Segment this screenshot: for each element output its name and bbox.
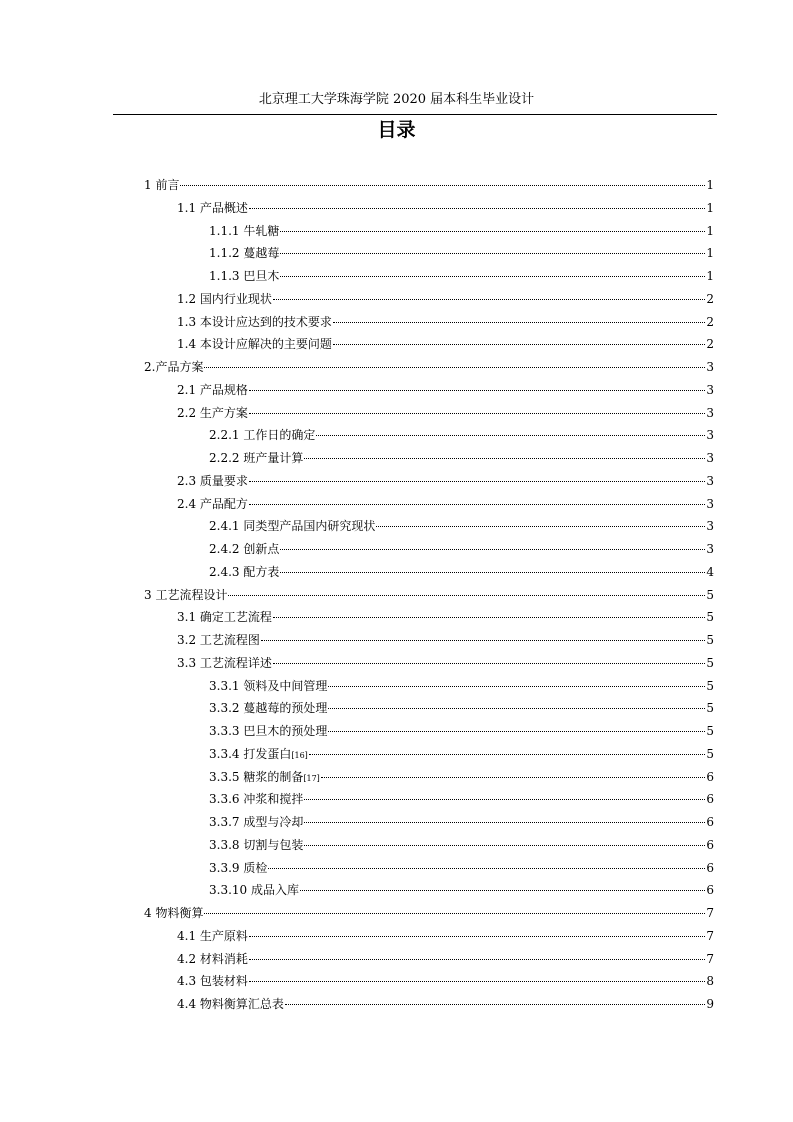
toc-entry-title: 1.1 产品概述: [177, 200, 248, 215]
toc-page-number: 1: [706, 178, 714, 192]
toc-dot-leader: [180, 185, 705, 186]
toc-entry[interactable]: [177, 197, 714, 220]
toc-page-number: 1: [706, 200, 714, 215]
toc-entry-title: 3.3.4 打发蛋白: [209, 746, 292, 761]
toc-dot-leader: [249, 981, 705, 982]
toc-dot-leader: [249, 936, 705, 937]
toc-dot-leader: [249, 413, 705, 414]
toc-entry[interactable]: [177, 652, 714, 675]
toc-page-number: 3: [706, 360, 714, 374]
toc-entry[interactable]: [209, 561, 714, 584]
toc-entry-title: 4.2 材料消耗: [177, 951, 248, 966]
toc-entry-title: 3.3.6 冲浆和搅拌: [209, 792, 304, 807]
toc-dot-leader: [280, 231, 705, 232]
toc-entry-title: 2.2.2 班产量计算: [209, 451, 304, 465]
toc-dot-leader: [316, 435, 705, 436]
toc-dot-leader: [304, 458, 705, 459]
toc-dot-leader: [249, 481, 705, 482]
toc-entry[interactable]: [209, 675, 714, 698]
toc-page-number: 9: [706, 997, 714, 1011]
toc-entry[interactable]: [144, 584, 714, 607]
toc-page-number: 3: [706, 451, 714, 465]
toc-entry[interactable]: [177, 288, 714, 311]
toc-entry-title: 4.1 生产原料: [177, 928, 248, 943]
toc-entry-title: 1.1.2 蔓越莓: [209, 246, 280, 261]
toc-page-number: 5: [706, 701, 714, 716]
toc-dot-leader: [273, 299, 705, 300]
toc-entry-title: 3.3.9 质检: [209, 860, 268, 875]
toc-entry-title: 1.3 本设计应达到的技术要求: [177, 314, 332, 329]
toc-page-number: 3: [706, 428, 714, 443]
toc-dot-leader: [261, 640, 705, 641]
toc-entry-title: 3.1 确定工艺流程: [177, 610, 272, 625]
toc-dot-leader: [309, 754, 706, 755]
toc-page-number: 2: [706, 291, 714, 306]
toc-entry-title: 4 物料衡算: [144, 906, 204, 920]
toc-entry[interactable]: [177, 993, 714, 1016]
toc-entry-title: 3.3.8 切割与包装: [209, 837, 304, 852]
toc-dot-leader: [249, 959, 705, 960]
toc-page-number: 6: [706, 815, 714, 829]
toc-entry-title: 2.4.3 配方表: [209, 564, 280, 579]
toc-entry[interactable]: [209, 447, 714, 470]
toc-dot-leader: [273, 617, 705, 618]
toc-entry-title: 3.3.2 蔓越莓的预处理: [209, 701, 328, 716]
toc-entry[interactable]: [209, 220, 714, 243]
toc-page-number: 1: [706, 246, 714, 261]
toc-dot-leader: [249, 390, 705, 391]
toc-page-number: 1: [706, 269, 714, 283]
toc-dot-leader: [328, 731, 705, 732]
toc-dot-leader: [249, 504, 705, 505]
toc-page-number: 6: [706, 837, 714, 852]
toc-page-number: 3: [706, 519, 714, 534]
toc-entry-title: 4.3 包装材料: [177, 974, 248, 989]
toc-entry-title: 2.1 产品规格: [177, 382, 248, 397]
toc-entry-title: 2.2 生产方案: [177, 405, 248, 420]
toc-dot-leader: [249, 208, 705, 209]
toc-entry[interactable]: [144, 174, 714, 197]
toc-entry[interactable]: [177, 379, 714, 402]
toc-dot-leader: [321, 777, 706, 778]
toc-page-number: 1: [706, 223, 714, 238]
toc-entry[interactable]: [144, 902, 714, 925]
toc-dot-leader: [304, 845, 705, 846]
toc-entry-title: 1.1.1 牛轧糖: [209, 223, 280, 238]
toc-dot-leader: [268, 868, 705, 869]
toc-entry-title: 1.1.3 巴旦木: [209, 269, 280, 283]
toc-page-number: 6: [706, 860, 714, 875]
toc-entry-title: 3.3.5 糖浆的制备: [209, 769, 304, 784]
toc-entry-title: 2.4.2 创新点: [209, 542, 280, 556]
toc-entry-title: 3 工艺流程设计: [144, 587, 228, 602]
toc-entry[interactable]: [209, 538, 714, 561]
toc-dot-leader: [280, 549, 705, 550]
toc-page-number: 3: [706, 496, 714, 511]
toc-entry[interactable]: [177, 493, 714, 516]
toc-dot-leader: [304, 799, 705, 800]
toc-page-number: 6: [706, 769, 714, 784]
toc-entry-title: 2.2.1 工作日的确定: [209, 428, 316, 443]
toc-dot-leader: [376, 526, 705, 527]
toc-dot-leader: [228, 595, 705, 596]
toc-entry[interactable]: [209, 424, 714, 447]
toc-entry[interactable]: [177, 470, 714, 493]
toc-entry[interactable]: [177, 402, 714, 425]
toc-entry[interactable]: [177, 970, 714, 993]
toc-entry-title: 2.产品方案: [144, 360, 204, 374]
toc-dot-leader: [273, 663, 705, 664]
toc-dot-leader: [280, 572, 705, 573]
toc-dot-leader: [328, 708, 705, 709]
toc-entry[interactable]: 3.3.5 糖浆的制备 [17] 6: [209, 766, 714, 789]
toc-page-number: 5: [706, 678, 714, 693]
toc-page-number: 3: [706, 405, 714, 420]
toc-page-number: 5: [706, 610, 714, 625]
toc-dot-leader: [333, 344, 705, 345]
page-title: 目录: [377, 119, 416, 141]
toc-entry[interactable]: [177, 925, 714, 948]
toc-page-number: 8: [706, 974, 714, 989]
toc-dot-leader: [333, 322, 705, 323]
toc-entry-title: 1 前言: [144, 178, 180, 192]
toc-page-number: 2: [706, 314, 714, 329]
toc-entry[interactable]: [209, 265, 714, 288]
toc-page-number: 2: [706, 337, 714, 352]
toc-page-number: 5: [706, 587, 714, 602]
toc-dot-leader: [328, 686, 705, 687]
toc-dot-leader: [204, 913, 705, 914]
toc-page-number: 6: [706, 792, 714, 807]
toc-page-number: 3: [706, 473, 714, 488]
toc-dot-leader: [280, 253, 705, 254]
toc-entry[interactable]: [209, 515, 714, 538]
toc-page-number: 5: [706, 655, 714, 670]
toc-page-number: 5: [706, 724, 714, 738]
toc-entry[interactable]: [177, 311, 714, 334]
toc-entry-title: 2.4 产品配方: [177, 496, 248, 511]
toc-page-number: 7: [706, 906, 714, 920]
toc-page-number: 7: [706, 951, 714, 966]
toc-entry[interactable]: [177, 948, 714, 971]
toc-entry-title: 3.3.7 成型与冷却: [209, 815, 304, 829]
toc-page-number: 3: [706, 382, 714, 397]
toc-entry-title: 2.3 质量要求: [177, 473, 248, 488]
toc-entry-title: 3.3.1 领料及中间管理: [209, 678, 328, 693]
toc-page-number: 7: [706, 928, 714, 943]
toc-entry[interactable]: [209, 834, 714, 857]
toc-entry-title: 1.4 本设计应解决的主要问题: [177, 337, 332, 352]
running-header-text: 北京理工大学珠海学院 2020 届本科生毕业设计: [258, 92, 535, 107]
toc-entry-title: 4.4 物料衡算汇总表: [177, 997, 284, 1011]
toc-entry-title: 3.3.10 成品入库: [209, 883, 299, 898]
toc-entry-title: 3.3.3 巴旦木的预处理: [209, 724, 328, 738]
toc-entry-title: 3.2 工艺流程图: [177, 633, 260, 647]
toc-entry[interactable]: [209, 879, 714, 902]
toc-entry[interactable]: [209, 788, 714, 811]
toc-page-number: 4: [706, 564, 714, 579]
toc-entry[interactable]: [177, 333, 714, 356]
toc-entry[interactable]: 3.3.4 打发蛋白 [16] 5: [209, 743, 714, 766]
toc-dot-leader: [280, 276, 705, 277]
toc-page-number: 6: [706, 883, 714, 898]
toc-entry-title: 3.3 工艺流程详述: [177, 655, 272, 670]
toc-page-number: 3: [706, 542, 714, 556]
toc-page-number: 5: [706, 746, 714, 761]
toc-entry[interactable]: [209, 242, 714, 265]
toc-entry[interactable]: [209, 857, 714, 880]
header-rule: [113, 114, 717, 115]
toc-entry[interactable]: [177, 606, 714, 629]
toc-entry[interactable]: [209, 811, 714, 834]
toc-dot-leader: [285, 1004, 705, 1005]
toc-dot-leader: [204, 367, 705, 368]
toc-entry[interactable]: [144, 356, 714, 379]
toc-entry-title: 2.4.1 同类型产品国内研究现状: [209, 519, 376, 534]
toc-page-number: 5: [706, 633, 714, 647]
toc-dot-leader: [304, 822, 705, 823]
toc-entry[interactable]: [209, 697, 714, 720]
toc-entry-title: 1.2 国内行业现状: [177, 291, 272, 306]
toc-entry[interactable]: [209, 720, 714, 743]
toc-entry[interactable]: [177, 629, 714, 652]
toc-dot-leader: [300, 890, 705, 891]
